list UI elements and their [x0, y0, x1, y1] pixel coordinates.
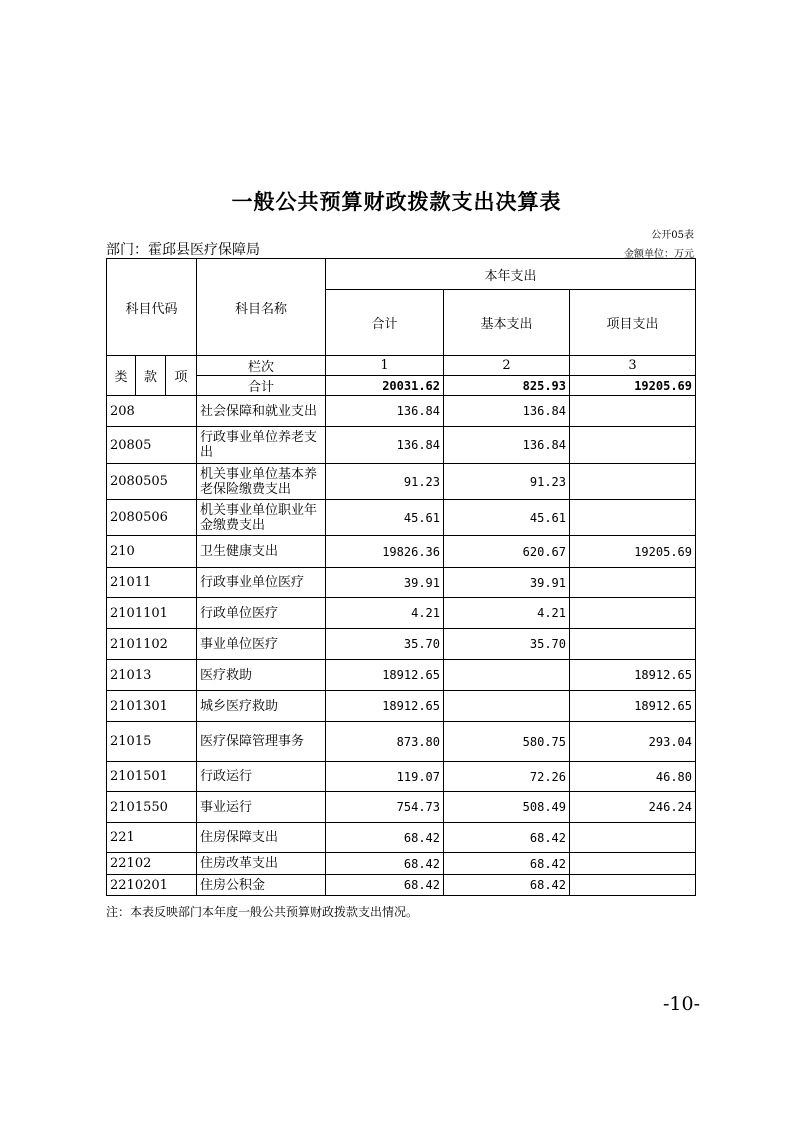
row-code: 2101102	[107, 629, 197, 660]
row-name: 行政单位医疗	[197, 598, 326, 629]
row-project	[570, 598, 696, 629]
row-basic: 68.42	[444, 823, 570, 853]
row-basic: 72.26	[444, 762, 570, 792]
header-code: 科目代码	[107, 259, 197, 356]
row-project: 293.04	[570, 722, 696, 762]
row-name: 机关事业单位基本养老保险缴费支出	[197, 464, 326, 500]
row-name: 事业单位医疗	[197, 629, 326, 660]
row-code: 21011	[107, 568, 197, 598]
summary-basic: 825.93	[444, 376, 570, 396]
header-total: 合计	[326, 290, 444, 356]
row-basic	[444, 660, 570, 691]
row-project	[570, 875, 696, 896]
row-name: 城乡医疗救助	[197, 691, 326, 722]
row-name: 住房保障支出	[197, 823, 326, 853]
row-name: 行政事业单位养老支出	[197, 427, 326, 464]
header-kuan: 款	[136, 356, 166, 396]
row-name: 医疗救助	[197, 660, 326, 691]
table-row	[107, 500, 696, 536]
row-project	[570, 396, 696, 427]
row-code: 2101101	[107, 598, 197, 629]
row-code: 2101501	[107, 762, 197, 792]
table-row	[107, 464, 696, 500]
form-number: 公开05表	[651, 230, 694, 241]
row-name: 机关事业单位职业年金缴费支出	[197, 500, 326, 536]
row-name: 卫生健康支出	[197, 536, 326, 568]
summary-label: 合计	[197, 376, 326, 396]
table-row	[107, 823, 696, 853]
table-row	[107, 598, 696, 629]
page-title: 一般公共预算财政拨款支出决算表	[231, 189, 562, 214]
row-total: 119.07	[326, 762, 444, 792]
row-code: 221	[107, 823, 197, 853]
row-project	[570, 568, 696, 598]
row-name: 事业运行	[197, 792, 326, 823]
row-code: 22102	[107, 853, 197, 875]
row-total: 35.70	[326, 629, 444, 660]
row-code: 2080506	[107, 500, 197, 536]
row-basic: 136.84	[444, 396, 570, 427]
header-year-total: 本年支出	[326, 259, 696, 290]
expenditure-table	[106, 258, 696, 896]
row-project	[570, 427, 696, 464]
row-total: 39.91	[326, 568, 444, 598]
amount-unit-label: 金额单位：万元	[624, 249, 694, 260]
row-code: 21015	[107, 722, 197, 762]
row-total: 4.21	[326, 598, 444, 629]
row-basic: 508.49	[444, 792, 570, 823]
row-project: 18912.65	[570, 660, 696, 691]
row-total: 68.42	[326, 875, 444, 896]
row-total: 873.80	[326, 722, 444, 762]
row-basic: 91.23	[444, 464, 570, 500]
row-total: 45.61	[326, 500, 444, 536]
row-total: 18912.65	[326, 691, 444, 722]
row-total: 18912.65	[326, 660, 444, 691]
row-name: 社会保障和就业支出	[197, 396, 326, 427]
column-row-label: 栏次	[197, 356, 326, 376]
header-lei: 类	[107, 356, 136, 396]
row-basic: 136.84	[444, 427, 570, 464]
row-total: 91.23	[326, 464, 444, 500]
table-row	[107, 536, 696, 568]
row-total: 68.42	[326, 823, 444, 853]
row-code: 208	[107, 396, 197, 427]
row-total: 68.42	[326, 853, 444, 875]
row-project: 18912.65	[570, 691, 696, 722]
row-project: 19205.69	[570, 536, 696, 568]
table-row	[107, 691, 696, 722]
column-number-2: 2	[444, 356, 570, 376]
row-basic	[444, 691, 570, 722]
row-project	[570, 629, 696, 660]
row-basic: 620.67	[444, 536, 570, 568]
row-code: 2101550	[107, 792, 197, 823]
row-code: 2101301	[107, 691, 197, 722]
row-code: 2080505	[107, 464, 197, 500]
row-project: 246.24	[570, 792, 696, 823]
row-total: 19826.36	[326, 536, 444, 568]
table-row	[107, 568, 696, 598]
row-code: 20805	[107, 427, 197, 464]
table-row	[107, 660, 696, 691]
summary-project: 19205.69	[570, 376, 696, 396]
table-row	[107, 629, 696, 660]
column-number-1: 1	[326, 356, 444, 376]
row-name: 住房改革支出	[197, 853, 326, 875]
row-project: 46.80	[570, 762, 696, 792]
header-basic: 基本支出	[444, 290, 570, 356]
department-label: 部门：霍邱县医疗保障局	[106, 242, 260, 258]
row-basic: 35.70	[444, 629, 570, 660]
table-row	[107, 396, 696, 427]
table-row	[107, 762, 696, 792]
table-row	[107, 792, 696, 823]
row-total: 754.73	[326, 792, 444, 823]
row-project	[570, 823, 696, 853]
header-name: 科目名称	[197, 259, 326, 356]
row-code: 21013	[107, 660, 197, 691]
row-basic: 39.91	[444, 568, 570, 598]
row-name: 住房公积金	[197, 875, 326, 896]
header-xiang: 项	[166, 356, 197, 396]
row-project	[570, 464, 696, 500]
row-name: 医疗保障管理事务	[197, 722, 326, 762]
header-project: 项目支出	[570, 290, 696, 356]
table-row	[107, 853, 696, 875]
row-code: 2210201	[107, 875, 197, 896]
column-number-3: 3	[570, 356, 696, 376]
row-code: 210	[107, 536, 197, 568]
row-basic: 68.42	[444, 853, 570, 875]
page-number: -10-	[662, 993, 700, 1015]
table-row	[107, 427, 696, 464]
row-total: 136.84	[326, 396, 444, 427]
table-row	[107, 722, 696, 762]
row-basic: 45.61	[444, 500, 570, 536]
row-project	[570, 853, 696, 875]
row-name: 行政运行	[197, 762, 326, 792]
row-total: 136.84	[326, 427, 444, 464]
row-basic: 580.75	[444, 722, 570, 762]
row-project	[570, 500, 696, 536]
table-row	[107, 875, 696, 896]
row-name: 行政事业单位医疗	[197, 568, 326, 598]
row-basic: 4.21	[444, 598, 570, 629]
row-basic: 68.42	[444, 875, 570, 896]
table-note: 注：本表反映部门本年度一般公共预算财政拨款支出情况。	[106, 905, 419, 919]
summary-total: 20031.62	[326, 376, 444, 396]
